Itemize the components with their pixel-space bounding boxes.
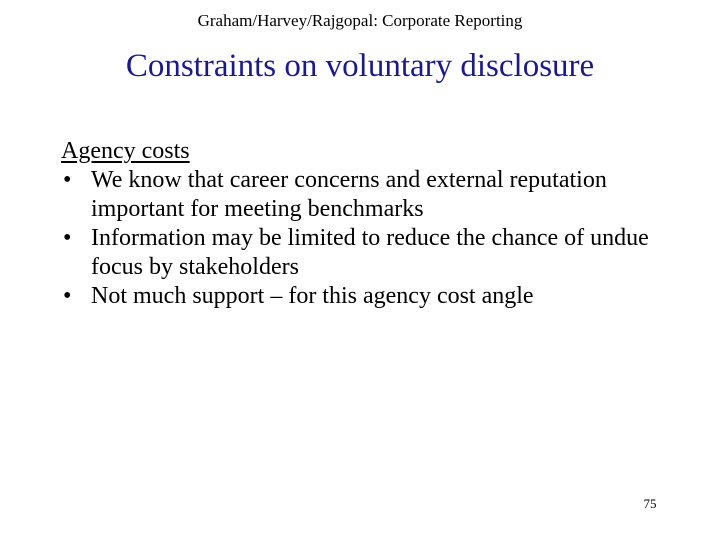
- bullet-item: [61, 224, 701, 282]
- slide-body: [61, 137, 701, 311]
- bullet-item: [61, 282, 701, 311]
- bullet-item: [61, 166, 701, 224]
- bullet-icon: •: [63, 283, 72, 309]
- slide-title: Constraints on voluntary disclosure: [125, 48, 595, 84]
- bullet-icon: •: [63, 167, 72, 193]
- slide-header: Graham/Harvey/Rajgopal: Corporate Reporting: [197, 11, 523, 30]
- bullet-text: Not much support – for this agency cost angle: [91, 283, 534, 309]
- bullet-list: [61, 166, 701, 311]
- bullet-text: We know that career concerns and external reputation important for meeting benchmarks: [91, 167, 607, 222]
- section-heading: Agency costs: [61, 138, 190, 164]
- bullet-text: Information may be limited to reduce the chance of undue focus by stakeholders: [91, 225, 649, 280]
- page-number: 75: [643, 496, 657, 511]
- bullet-icon: •: [63, 225, 72, 251]
